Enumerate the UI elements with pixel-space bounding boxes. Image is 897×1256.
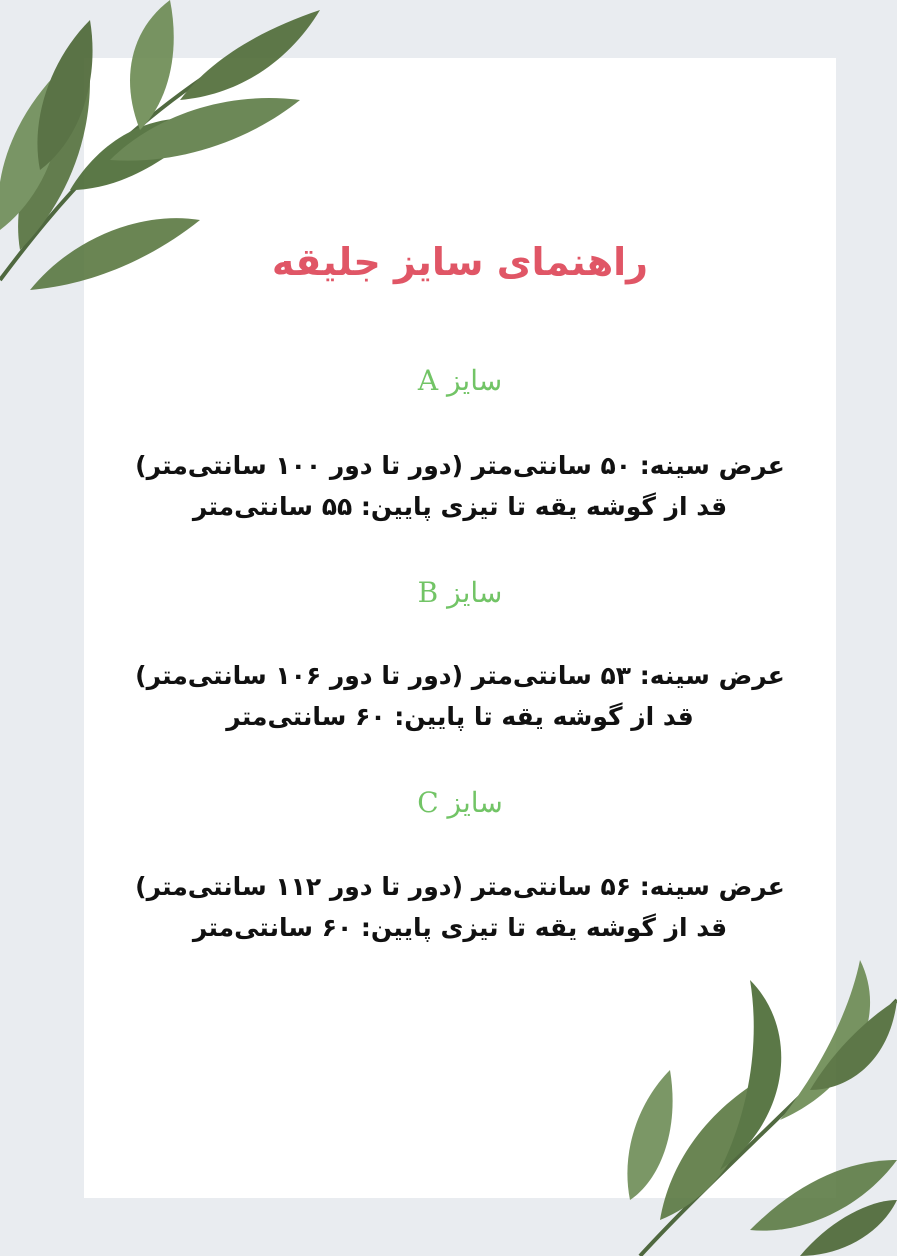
size-c-heading: سایز C xyxy=(417,786,503,819)
size-a-length: قد از گوشه یقه تا تیزی پایین: ۵۵ سانتی‌متر xyxy=(192,492,728,521)
size-c-chest: عرض سینه: ۵۶ سانتی‌متر (دور تا دور ۱۱۲ سانتی‌متر) xyxy=(135,872,785,901)
size-b-heading: سایز B xyxy=(417,576,503,609)
page-title: راهنمای سایز جلیقه xyxy=(271,240,649,284)
size-a-heading: سایز A xyxy=(417,364,503,397)
size-c-length: قد از گوشه یقه تا تیزی پایین: ۶۰ سانتی‌متر xyxy=(192,913,728,942)
size-a-chest: عرض سینه: ۵۰ سانتی‌متر (دور تا دور ۱۰۰ سانتی‌متر) xyxy=(135,451,785,480)
size-b-chest: عرض سینه: ۵۳ سانتی‌متر (دور تا دور ۱۰۶ سانتی‌متر) xyxy=(135,661,785,690)
content-card xyxy=(84,58,836,1198)
size-b-length: قد از گوشه یقه تا پایین: ۶۰ سانتی‌متر xyxy=(226,702,694,731)
